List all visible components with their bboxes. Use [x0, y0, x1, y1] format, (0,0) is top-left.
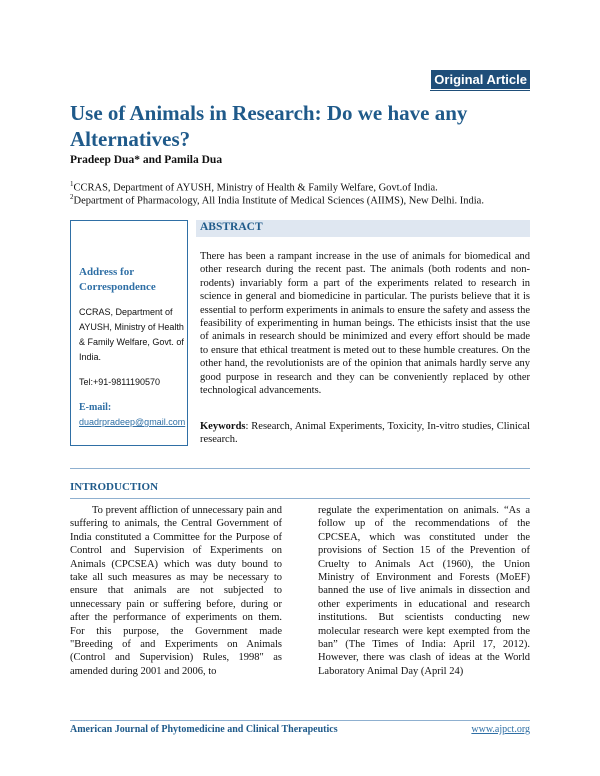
affiliation-1-text: CCRAS, Department of AYUSH, Ministry of Health & Family Welfare, Govt.of India.: [73, 182, 438, 194]
affiliation-1: [70, 180, 438, 194]
keywords-label: Keywords: [200, 421, 246, 432]
footer-divider: [70, 720, 530, 721]
introduction-heading: INTRODUCTION: [70, 481, 159, 493]
authors: Pradeep Dua* and Pamila Dua: [70, 154, 223, 166]
introduction-column-2: regulate the experimentation on animals. “As a follow up of the recommendations of the CPCSEA, which was constituted under the provisions of Section 15 of the Prevention of Cruelty to Animals Act (1960), the Union Ministry of Environment and Forests (MoEF) banned the use of live animals in dissection and other experiments in educational and research institutions. But scientists conducting new molecular research were kept exempted from the ban” (The Times of India: April 17, 2012). However, there was clash of ideas at the World Laboratory Animal Day (April 24): [318, 505, 530, 677]
section-divider-bottom: [70, 498, 530, 499]
correspondence-tel: Tel:+91-9811190570: [79, 377, 160, 387]
affiliation-1-number: 1: [70, 180, 74, 188]
footer-journal-name: American Journal of Phytomedicine and Clinical Therapeutics: [70, 724, 338, 735]
badge-divider: [430, 90, 530, 91]
affiliation-2: [70, 193, 484, 207]
abstract-heading: ABSTRACT: [196, 220, 530, 237]
footer-url-link[interactable]: www.ajpct.org: [471, 724, 530, 735]
affiliation-2-text: Department of Pharmacology, All India Institute of Medical Sciences (AIIMS), New Delhi. India.: [73, 195, 484, 207]
keywords-text: : Research, Animal Experiments, Toxicity, In-vitro studies, Clinical research.: [200, 421, 530, 446]
article-type-badge: Original Article: [431, 70, 530, 89]
email-link[interactable]: duadrpradeep@gmail.com: [79, 417, 186, 427]
email-label: E-mail:: [79, 402, 112, 413]
abstract-text: There has been a rampant increase in the use of animals for biomedical and other research during the recent past. The animals (both rodents and non-rodents) invariably form a part of the experiments related to research in science in general and biomedicine in particular. The purists believe that it is essential to perform experiments in animals to ensure the safety and assess the feasibility of experimenting in human beings. The ethicists insist that the use of animals in research should be minimized and every effort should be made to ensure that ethical treatment is meted out to these humble creatures. On the other hand, the revolutionists are of the opinion that animals hardly serve any good purpose in research and they can be conveniently replaced by other technological advancements.: [200, 251, 530, 397]
introduction-column-1: To prevent affliction of unnecessary pain and suffering to animals, the Central Government of India constituted a Committee for the Purpose of Control and Supervision of Experiments on Animals (CPCSEA) which was duty bound to take all such measures as may be necessary to ensure that animals are not subjected to unnecessary pain or suffering before, during or after the performance of experiments on them. For this purpose, the Government made "Breeding of and Experiments on Animals (Control and Supervision) Rules, 1998" as amended during 2001 and 2006, to: [70, 505, 282, 677]
correspondence-heading: Address for Correspondence: [79, 266, 156, 293]
article-title: Use of Animals in Research: Do we have any Alternatives?: [70, 101, 468, 151]
affiliation-2-number: 2: [70, 193, 74, 201]
correspondence-address: CCRAS, Department of AYUSH, Ministry of Health & Family Welfare, Govt. of India.: [79, 307, 184, 362]
correspondence-box: [70, 220, 188, 446]
section-divider-top: [70, 468, 530, 469]
correspondence-email: [79, 400, 187, 430]
keywords: [200, 420, 530, 447]
